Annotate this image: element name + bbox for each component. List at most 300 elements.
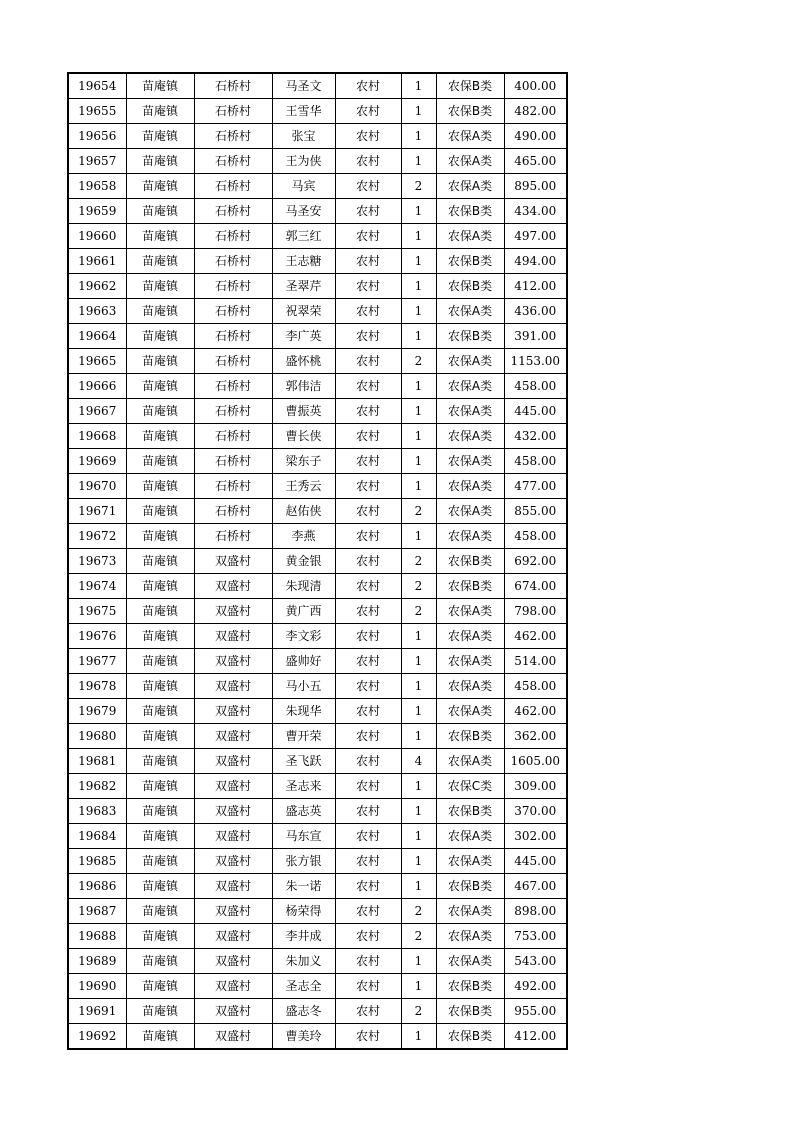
persons-cell: 1: [401, 299, 436, 324]
table-row: [68, 549, 567, 574]
village-cell: 石桥村: [194, 399, 272, 424]
amount-cell: 467.00: [504, 874, 567, 899]
category-cell: 农村: [335, 624, 401, 649]
insurance-type-cell: 农保B类: [436, 249, 504, 274]
record-id-cell: 19681: [68, 749, 126, 774]
village-cell: 双盛村: [194, 924, 272, 949]
record-id-cell: 19669: [68, 449, 126, 474]
amount-cell: 362.00: [504, 724, 567, 749]
name-cell: 朱一诺: [272, 874, 335, 899]
amount-cell: 674.00: [504, 574, 567, 599]
table-row: [68, 799, 567, 824]
insurance-type-cell: 农保A类: [436, 424, 504, 449]
record-id-cell: 19668: [68, 424, 126, 449]
category-cell: 农村: [335, 874, 401, 899]
category-cell: 农村: [335, 799, 401, 824]
table-row: [68, 749, 567, 774]
persons-cell: 1: [401, 224, 436, 249]
record-id-cell: 19680: [68, 724, 126, 749]
name-cell: 曹长侠: [272, 424, 335, 449]
name-cell: 杨荣得: [272, 899, 335, 924]
record-id-cell: 19691: [68, 999, 126, 1024]
table-row: [68, 99, 567, 124]
town-cell: 苗庵镇: [126, 724, 194, 749]
category-cell: 农村: [335, 73, 401, 99]
record-id-cell: 19689: [68, 949, 126, 974]
insurance-type-cell: 农保B类: [436, 199, 504, 224]
persons-cell: 1: [401, 199, 436, 224]
table-row: [68, 374, 567, 399]
amount-cell: 482.00: [504, 99, 567, 124]
town-cell: 苗庵镇: [126, 849, 194, 874]
table-row: [68, 424, 567, 449]
record-id-cell: 19654: [68, 73, 126, 99]
category-cell: 农村: [335, 149, 401, 174]
record-id-cell: 19665: [68, 349, 126, 374]
village-cell: 石桥村: [194, 149, 272, 174]
record-id-cell: 19667: [68, 399, 126, 424]
name-cell: 盛怀桃: [272, 349, 335, 374]
amount-cell: 494.00: [504, 249, 567, 274]
table-row: [68, 73, 567, 99]
amount-cell: 412.00: [504, 1024, 567, 1050]
town-cell: 苗庵镇: [126, 824, 194, 849]
record-id-cell: 19670: [68, 474, 126, 499]
amount-cell: 1153.00: [504, 349, 567, 374]
name-cell: 李燕: [272, 524, 335, 549]
record-id-cell: 19690: [68, 974, 126, 999]
insurance-type-cell: 农保B类: [436, 1024, 504, 1050]
persons-cell: 1: [401, 774, 436, 799]
table-row: [68, 399, 567, 424]
record-id-cell: 19692: [68, 1024, 126, 1050]
table-row: [68, 224, 567, 249]
amount-cell: 753.00: [504, 924, 567, 949]
village-cell: 石桥村: [194, 324, 272, 349]
village-cell: 石桥村: [194, 449, 272, 474]
town-cell: 苗庵镇: [126, 399, 194, 424]
insurance-type-cell: 农保B类: [436, 724, 504, 749]
insurance-type-cell: 农保A类: [436, 924, 504, 949]
name-cell: 圣翠芹: [272, 274, 335, 299]
town-cell: 苗庵镇: [126, 149, 194, 174]
persons-cell: 4: [401, 749, 436, 774]
table-row: [68, 199, 567, 224]
town-cell: 苗庵镇: [126, 974, 194, 999]
record-id-cell: 19659: [68, 199, 126, 224]
category-cell: 农村: [335, 699, 401, 724]
insurance-type-cell: 农保A类: [436, 349, 504, 374]
insurance-type-cell: 农保A类: [436, 124, 504, 149]
village-cell: 双盛村: [194, 999, 272, 1024]
table-row: [68, 449, 567, 474]
persons-cell: 1: [401, 1024, 436, 1050]
category-cell: 农村: [335, 299, 401, 324]
name-cell: 圣志全: [272, 974, 335, 999]
persons-cell: 1: [401, 124, 436, 149]
amount-cell: 462.00: [504, 624, 567, 649]
village-cell: 双盛村: [194, 774, 272, 799]
name-cell: 王秀云: [272, 474, 335, 499]
insurance-type-cell: 农保A类: [436, 899, 504, 924]
name-cell: 李广英: [272, 324, 335, 349]
table-row: [68, 499, 567, 524]
town-cell: 苗庵镇: [126, 999, 194, 1024]
record-id-cell: 19688: [68, 924, 126, 949]
town-cell: 苗庵镇: [126, 574, 194, 599]
table-row: [68, 649, 567, 674]
amount-cell: 445.00: [504, 849, 567, 874]
town-cell: 苗庵镇: [126, 499, 194, 524]
town-cell: 苗庵镇: [126, 524, 194, 549]
town-cell: 苗庵镇: [126, 774, 194, 799]
persons-cell: 1: [401, 649, 436, 674]
amount-cell: 434.00: [504, 199, 567, 224]
village-cell: 石桥村: [194, 374, 272, 399]
table-row: [68, 249, 567, 274]
name-cell: 梁东子: [272, 449, 335, 474]
insurance-type-cell: 农保B类: [436, 99, 504, 124]
village-cell: 石桥村: [194, 199, 272, 224]
category-cell: 农村: [335, 549, 401, 574]
village-cell: 石桥村: [194, 224, 272, 249]
record-id-cell: 19671: [68, 499, 126, 524]
record-id-cell: 19660: [68, 224, 126, 249]
table-row: [68, 599, 567, 624]
insurance-type-cell: 农保A类: [436, 624, 504, 649]
name-cell: 赵佑侠: [272, 499, 335, 524]
village-cell: 双盛村: [194, 624, 272, 649]
table-row: [68, 324, 567, 349]
town-cell: 苗庵镇: [126, 799, 194, 824]
insurance-type-cell: 农保B类: [436, 549, 504, 574]
village-cell: 双盛村: [194, 824, 272, 849]
persons-cell: 1: [401, 799, 436, 824]
insurance-type-cell: 农保C类: [436, 774, 504, 799]
table-row: [68, 574, 567, 599]
persons-cell: 1: [401, 99, 436, 124]
category-cell: 农村: [335, 849, 401, 874]
amount-cell: 465.00: [504, 149, 567, 174]
insurance-type-cell: 农保B类: [436, 874, 504, 899]
record-id-cell: 19666: [68, 374, 126, 399]
amount-cell: 391.00: [504, 324, 567, 349]
record-id-cell: 19672: [68, 524, 126, 549]
table-row: [68, 999, 567, 1024]
persons-cell: 1: [401, 399, 436, 424]
record-id-cell: 19655: [68, 99, 126, 124]
persons-cell: 1: [401, 699, 436, 724]
name-cell: 王雪华: [272, 99, 335, 124]
persons-cell: 1: [401, 424, 436, 449]
amount-cell: 400.00: [504, 73, 567, 99]
category-cell: 农村: [335, 399, 401, 424]
insurance-type-cell: 农保A类: [436, 449, 504, 474]
amount-cell: 692.00: [504, 549, 567, 574]
table-row: [68, 724, 567, 749]
insurance-type-cell: 农保B类: [436, 574, 504, 599]
name-cell: 张方银: [272, 849, 335, 874]
insurance-type-cell: 农保B类: [436, 324, 504, 349]
category-cell: 农村: [335, 649, 401, 674]
village-cell: 石桥村: [194, 299, 272, 324]
record-id-cell: 19661: [68, 249, 126, 274]
village-cell: 双盛村: [194, 574, 272, 599]
persons-cell: 1: [401, 73, 436, 99]
persons-cell: 1: [401, 974, 436, 999]
amount-cell: 497.00: [504, 224, 567, 249]
name-cell: 郭伟洁: [272, 374, 335, 399]
village-cell: 双盛村: [194, 549, 272, 574]
record-id-cell: 19677: [68, 649, 126, 674]
village-cell: 双盛村: [194, 724, 272, 749]
village-cell: 石桥村: [194, 349, 272, 374]
table-row: [68, 624, 567, 649]
category-cell: 农村: [335, 474, 401, 499]
name-cell: 张宝: [272, 124, 335, 149]
persons-cell: 1: [401, 474, 436, 499]
name-cell: 李井成: [272, 924, 335, 949]
name-cell: 王志糖: [272, 249, 335, 274]
town-cell: 苗庵镇: [126, 449, 194, 474]
persons-cell: 1: [401, 949, 436, 974]
amount-cell: 458.00: [504, 524, 567, 549]
persons-cell: 1: [401, 449, 436, 474]
village-cell: 双盛村: [194, 649, 272, 674]
record-id-cell: 19656: [68, 124, 126, 149]
insurance-type-cell: 农保B类: [436, 999, 504, 1024]
category-cell: 农村: [335, 899, 401, 924]
table-row: [68, 174, 567, 199]
amount-cell: 543.00: [504, 949, 567, 974]
table-row: [68, 899, 567, 924]
village-cell: 双盛村: [194, 949, 272, 974]
category-cell: 农村: [335, 324, 401, 349]
name-cell: 马圣文: [272, 73, 335, 99]
persons-cell: 2: [401, 574, 436, 599]
insurance-type-cell: 农保A类: [436, 524, 504, 549]
town-cell: 苗庵镇: [126, 374, 194, 399]
town-cell: 苗庵镇: [126, 1024, 194, 1050]
insurance-type-cell: 农保A类: [436, 374, 504, 399]
record-id-cell: 19662: [68, 274, 126, 299]
persons-cell: 2: [401, 174, 436, 199]
village-cell: 双盛村: [194, 674, 272, 699]
table-row: [68, 924, 567, 949]
village-cell: 石桥村: [194, 274, 272, 299]
insurance-type-cell: 农保A类: [436, 399, 504, 424]
record-id-cell: 19684: [68, 824, 126, 849]
amount-cell: 477.00: [504, 474, 567, 499]
persons-cell: 1: [401, 824, 436, 849]
name-cell: 黄广西: [272, 599, 335, 624]
village-cell: 双盛村: [194, 849, 272, 874]
insurance-type-cell: 农保A类: [436, 474, 504, 499]
persons-cell: 1: [401, 274, 436, 299]
insurance-type-cell: 农保A类: [436, 299, 504, 324]
name-cell: 盛帅好: [272, 649, 335, 674]
persons-cell: 2: [401, 924, 436, 949]
persons-cell: 2: [401, 899, 436, 924]
amount-cell: 855.00: [504, 499, 567, 524]
insurance-type-cell: 农保A类: [436, 849, 504, 874]
town-cell: 苗庵镇: [126, 249, 194, 274]
village-cell: 双盛村: [194, 799, 272, 824]
name-cell: 王为侠: [272, 149, 335, 174]
name-cell: 马小五: [272, 674, 335, 699]
record-id-cell: 19685: [68, 849, 126, 874]
amount-cell: 302.00: [504, 824, 567, 849]
persons-cell: 1: [401, 849, 436, 874]
category-cell: 农村: [335, 999, 401, 1024]
table-body: [68, 73, 567, 1049]
table-row: [68, 1024, 567, 1050]
insurance-type-cell: 农保A类: [436, 674, 504, 699]
table-row: [68, 299, 567, 324]
town-cell: 苗庵镇: [126, 674, 194, 699]
village-cell: 石桥村: [194, 249, 272, 274]
insurance-type-cell: 农保A类: [436, 499, 504, 524]
persons-cell: 1: [401, 324, 436, 349]
town-cell: 苗庵镇: [126, 174, 194, 199]
record-id-cell: 19676: [68, 624, 126, 649]
category-cell: 农村: [335, 599, 401, 624]
name-cell: 朱现华: [272, 699, 335, 724]
record-id-cell: 19664: [68, 324, 126, 349]
village-cell: 石桥村: [194, 424, 272, 449]
amount-cell: 458.00: [504, 449, 567, 474]
persons-cell: 2: [401, 499, 436, 524]
record-id-cell: 19687: [68, 899, 126, 924]
table-row: [68, 674, 567, 699]
amount-cell: 895.00: [504, 174, 567, 199]
record-id-cell: 19682: [68, 774, 126, 799]
insurance-type-cell: 农保B类: [436, 73, 504, 99]
table-row: [68, 949, 567, 974]
category-cell: 农村: [335, 224, 401, 249]
record-id-cell: 19663: [68, 299, 126, 324]
town-cell: 苗庵镇: [126, 274, 194, 299]
category-cell: 农村: [335, 449, 401, 474]
amount-cell: 370.00: [504, 799, 567, 824]
amount-cell: 309.00: [504, 774, 567, 799]
amount-cell: 490.00: [504, 124, 567, 149]
insurance-type-cell: 农保A类: [436, 824, 504, 849]
category-cell: 农村: [335, 424, 401, 449]
amount-cell: 458.00: [504, 674, 567, 699]
name-cell: 曹开荣: [272, 724, 335, 749]
name-cell: 马宾: [272, 174, 335, 199]
name-cell: 马东宣: [272, 824, 335, 849]
table-row: [68, 824, 567, 849]
town-cell: 苗庵镇: [126, 424, 194, 449]
town-cell: 苗庵镇: [126, 649, 194, 674]
insurance-type-cell: 农保B类: [436, 274, 504, 299]
record-id-cell: 19658: [68, 174, 126, 199]
village-cell: 石桥村: [194, 174, 272, 199]
name-cell: 盛志英: [272, 799, 335, 824]
persons-cell: 1: [401, 624, 436, 649]
category-cell: 农村: [335, 924, 401, 949]
category-cell: 农村: [335, 574, 401, 599]
name-cell: 郭三红: [272, 224, 335, 249]
town-cell: 苗庵镇: [126, 699, 194, 724]
village-cell: 双盛村: [194, 599, 272, 624]
name-cell: 李文彩: [272, 624, 335, 649]
category-cell: 农村: [335, 824, 401, 849]
town-cell: 苗庵镇: [126, 749, 194, 774]
town-cell: 苗庵镇: [126, 924, 194, 949]
insurance-type-cell: 农保A类: [436, 224, 504, 249]
amount-cell: 436.00: [504, 299, 567, 324]
table-row: [68, 274, 567, 299]
amount-cell: 798.00: [504, 599, 567, 624]
persons-cell: 1: [401, 374, 436, 399]
amount-cell: 445.00: [504, 399, 567, 424]
village-cell: 双盛村: [194, 874, 272, 899]
data-table: [67, 72, 568, 1050]
amount-cell: 432.00: [504, 424, 567, 449]
persons-cell: 1: [401, 674, 436, 699]
category-cell: 农村: [335, 249, 401, 274]
village-cell: 石桥村: [194, 73, 272, 99]
record-id-cell: 19683: [68, 799, 126, 824]
persons-cell: 2: [401, 549, 436, 574]
name-cell: 圣飞跃: [272, 749, 335, 774]
record-id-cell: 19679: [68, 699, 126, 724]
village-cell: 双盛村: [194, 974, 272, 999]
category-cell: 农村: [335, 774, 401, 799]
village-cell: 石桥村: [194, 524, 272, 549]
village-cell: 石桥村: [194, 474, 272, 499]
persons-cell: 2: [401, 349, 436, 374]
insurance-type-cell: 农保B类: [436, 799, 504, 824]
amount-cell: 898.00: [504, 899, 567, 924]
record-id-cell: 19673: [68, 549, 126, 574]
table-row: [68, 699, 567, 724]
name-cell: 朱现清: [272, 574, 335, 599]
town-cell: 苗庵镇: [126, 299, 194, 324]
name-cell: 曹振英: [272, 399, 335, 424]
record-id-cell: 19686: [68, 874, 126, 899]
record-id-cell: 19657: [68, 149, 126, 174]
category-cell: 农村: [335, 274, 401, 299]
village-cell: 双盛村: [194, 699, 272, 724]
town-cell: 苗庵镇: [126, 599, 194, 624]
town-cell: 苗庵镇: [126, 73, 194, 99]
table-row: [68, 149, 567, 174]
amount-cell: 412.00: [504, 274, 567, 299]
table-row: [68, 874, 567, 899]
persons-cell: 1: [401, 724, 436, 749]
insurance-type-cell: 农保A类: [436, 599, 504, 624]
amount-cell: 1605.00: [504, 749, 567, 774]
table-row: [68, 349, 567, 374]
name-cell: 圣志来: [272, 774, 335, 799]
amount-cell: 458.00: [504, 374, 567, 399]
category-cell: 农村: [335, 499, 401, 524]
town-cell: 苗庵镇: [126, 549, 194, 574]
table-row: [68, 524, 567, 549]
persons-cell: 1: [401, 249, 436, 274]
village-cell: 双盛村: [194, 749, 272, 774]
name-cell: 曹美玲: [272, 1024, 335, 1050]
town-cell: 苗庵镇: [126, 899, 194, 924]
persons-cell: 1: [401, 524, 436, 549]
town-cell: 苗庵镇: [126, 324, 194, 349]
persons-cell: 1: [401, 149, 436, 174]
category-cell: 农村: [335, 124, 401, 149]
